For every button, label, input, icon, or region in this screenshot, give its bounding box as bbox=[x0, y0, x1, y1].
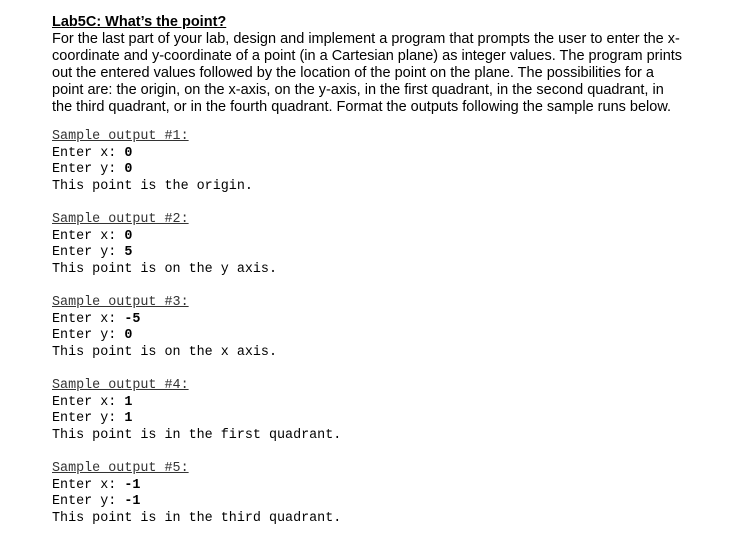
document-page bbox=[52, 14, 712, 544]
y-input-line bbox=[52, 328, 712, 345]
paragraph-line: coordinate and y-coordinate of a point (in a Cartesian plane) as integer values. The program prints bbox=[52, 48, 683, 64]
sample-heading: Sample output #5: bbox=[52, 461, 189, 476]
paragraph-line: point are: the origin, on the x-axis, on the y-axis, in the first quadrant, in the second quadrant, in bbox=[52, 82, 664, 98]
x-value: 0 bbox=[124, 228, 133, 244]
document-title: Lab5C: What’s the point? bbox=[52, 14, 227, 30]
y-value: 5 bbox=[124, 245, 133, 260]
instructions-paragraph bbox=[52, 31, 712, 116]
sample-heading: Sample output #2: bbox=[52, 212, 189, 227]
y-prompt: Enter y: bbox=[52, 494, 125, 509]
x-value: 1 bbox=[124, 394, 133, 410]
x-value: -5 bbox=[124, 311, 141, 327]
x-prompt: Enter x: bbox=[52, 477, 125, 493]
x-prompt: Enter x: bbox=[52, 228, 125, 244]
x-input-line bbox=[52, 146, 712, 163]
y-value: 0 bbox=[124, 328, 133, 343]
sample-heading: Sample output #1: bbox=[52, 129, 189, 144]
result-line: This point is on the x axis. bbox=[52, 344, 277, 360]
sample-output-5 bbox=[52, 461, 712, 527]
x-input-line bbox=[52, 478, 712, 495]
x-prompt: Enter x: bbox=[52, 311, 125, 327]
x-input-line bbox=[52, 229, 712, 246]
y-prompt: Enter y: bbox=[52, 411, 125, 426]
sample-outputs bbox=[52, 129, 712, 527]
y-input-line bbox=[52, 411, 712, 428]
x-value: -1 bbox=[124, 477, 141, 493]
result-line: This point is in the third quadrant. bbox=[52, 510, 342, 526]
y-value: 0 bbox=[124, 162, 133, 177]
result-line: This point is the origin. bbox=[52, 178, 253, 194]
paragraph-line: For the last part of your lab, design and implement a program that prompts the user to enter the x- bbox=[52, 31, 680, 47]
sample-heading: Sample output #3: bbox=[52, 295, 189, 310]
sample-output-4 bbox=[52, 378, 712, 444]
y-value: -1 bbox=[124, 494, 141, 509]
y-input-line bbox=[52, 494, 712, 511]
result-line: This point is on the y axis. bbox=[52, 261, 277, 277]
x-input-line bbox=[52, 395, 712, 412]
sample-heading: Sample output #4: bbox=[52, 378, 189, 393]
y-value: 1 bbox=[124, 411, 133, 426]
sample-output-2 bbox=[52, 212, 712, 278]
x-input-line bbox=[52, 312, 712, 329]
y-prompt: Enter y: bbox=[52, 328, 125, 343]
sample-output-3 bbox=[52, 295, 712, 361]
y-prompt: Enter y: bbox=[52, 245, 125, 260]
y-input-line bbox=[52, 162, 712, 179]
x-value: 0 bbox=[124, 145, 133, 161]
y-input-line bbox=[52, 245, 712, 262]
paragraph-line: out the entered values followed by the location of the point on the plane. The possibilities for a bbox=[52, 65, 654, 81]
paragraph-line: the third quadrant, or in the fourth quadrant. Format the outputs following the sample runs below. bbox=[52, 99, 672, 115]
sample-output-1 bbox=[52, 129, 712, 195]
x-prompt: Enter x: bbox=[52, 145, 125, 161]
y-prompt: Enter y: bbox=[52, 162, 125, 177]
result-line: This point is in the first quadrant. bbox=[52, 427, 342, 443]
x-prompt: Enter x: bbox=[52, 394, 125, 410]
